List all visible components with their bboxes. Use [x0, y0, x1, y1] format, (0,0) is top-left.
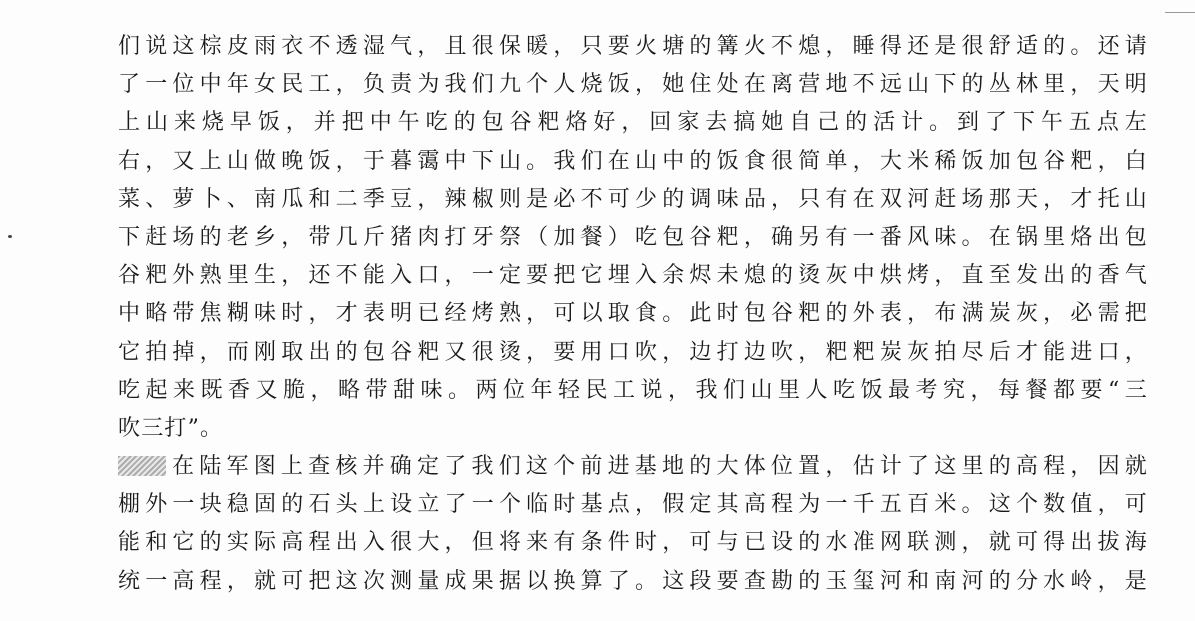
text-line: 吃起来既香又脆，略带甜味。两位年轻民工说，我们山里人吃饭最考究，每餐都要“三	[118, 377, 1148, 403]
scan-speck	[8, 235, 12, 238]
text-line: 下赶场的老乡，带几斤猪肉打牙祭（加餐）吃包谷粑，确另有一番风味。在锅里烙出包	[118, 224, 1148, 250]
text-line: 吹三打”。	[118, 415, 224, 441]
text-line: 菜、萝卜、南瓜和二季豆，辣椒则是必不可少的调味品，只有在双河赶场那天，才托山	[118, 186, 1148, 212]
text-line: 右，又上山做晚饭，于暮霭中下山。我们在山中的饭食很简单，大米稀饭加包谷粑，白	[118, 148, 1148, 174]
text-line-content: 在陆军图上查核并确定了我们这个前进基地的大体位置，估计了这里的高程，因就	[168, 454, 1148, 480]
scan-mark	[1165, 12, 1195, 13]
text-line: 谷粑外熟里生，还不能入口，一定要把它埋入余烬未熄的烫灰中烘烤，直至发出的香气	[118, 263, 1148, 289]
text-line: 中略带焦糊味时，才表明已经烤熟，可以取食。此时包谷粑的外表，布满炭灰，必需把	[118, 301, 1148, 327]
redacted-smudge	[118, 456, 166, 476]
text-line: 上山来烧早饭，并把中午吃的包谷粑烙好，回家去搞她自己的活计。到了下午五点左	[118, 110, 1148, 136]
text-line: 统一高程，就可把这次测量成果据以换算了。这段要查勘的玉玺河和南河的分水岭，是	[118, 568, 1148, 594]
text-line: 棚外一块稳固的石头上设立了一个临时基点，假定其高程为一千五百米。这个数值，可	[118, 492, 1148, 518]
text-line	[118, 448, 1148, 486]
text-line: 们说这棕皮雨衣不透湿气，且很保暖，只要火塘的篝火不熄，睡得还是很舒适的。还请	[118, 34, 1148, 59]
text-line: 能和它的实际高程出入很大，但将来有条件时，可与已设的水准网联测，就可得出拔海	[118, 530, 1148, 556]
paragraph	[118, 448, 1148, 601]
text-line: 它拍掉，而刚取出的包谷粑又很烫，要用口吹，边打边吹，粑粑炭灰拍尽后才能进口，	[118, 339, 1148, 365]
document-body	[118, 28, 1148, 601]
paragraph	[118, 28, 1148, 448]
text-line: 了一位中年女民工，负责为我们九个人烧饭，她住处在离营地不远山下的丛林里，天明	[118, 72, 1148, 98]
